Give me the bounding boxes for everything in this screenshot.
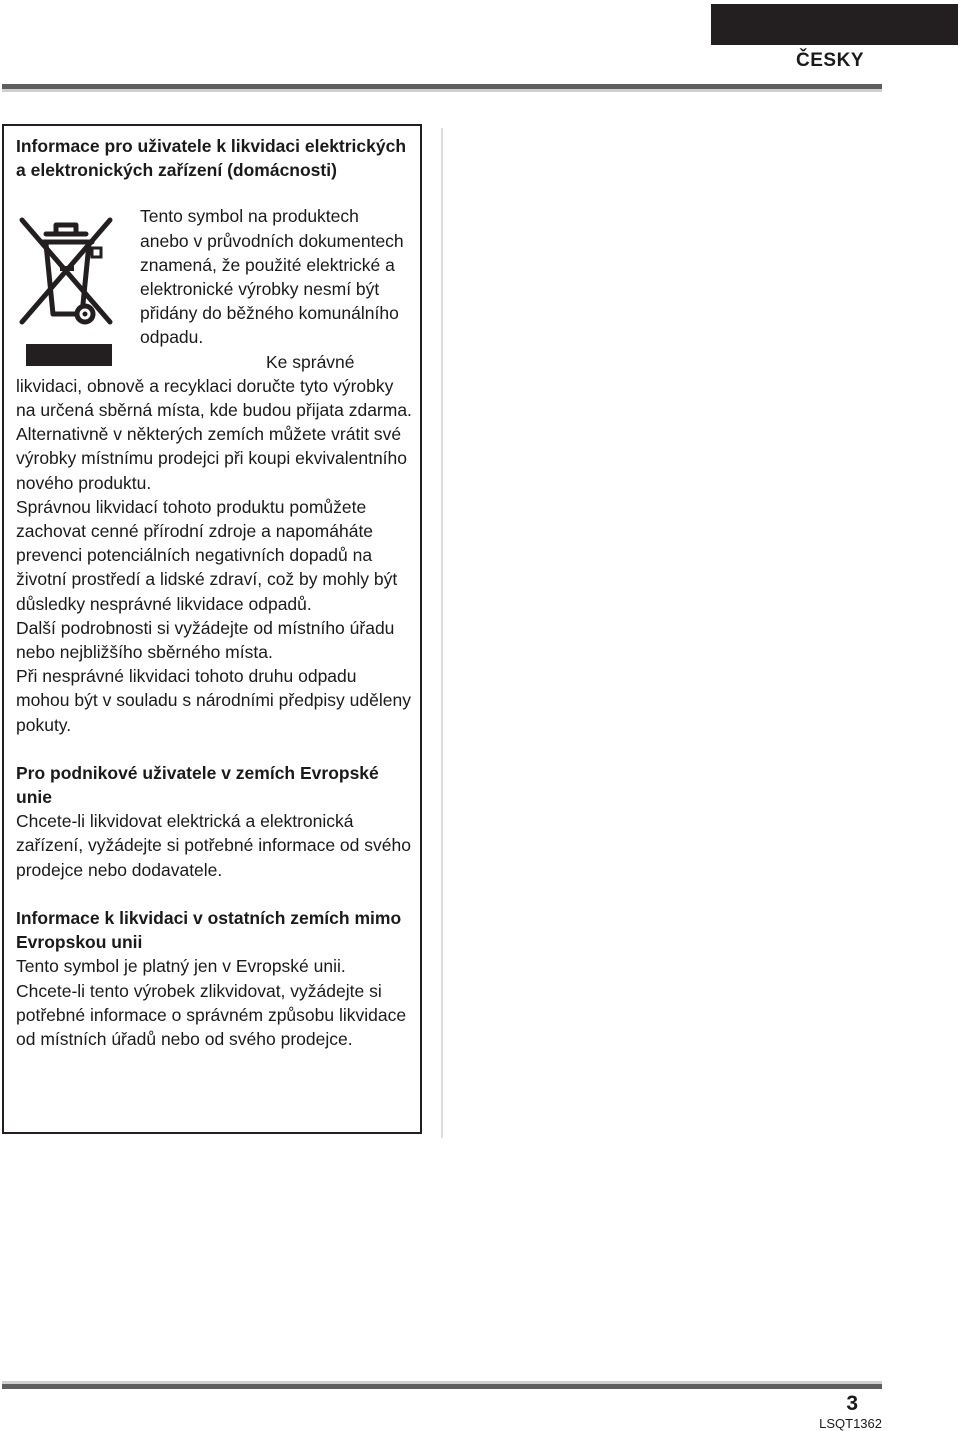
symbol-block xyxy=(16,204,412,422)
disposal-info-content xyxy=(16,134,412,1051)
benefit-paragraph: Správnou likvidací tohoto produktu pomůžete zachovat cenné přírodní zdroje a napomáháte prevenci potenciálních negativních dopadů na životní prostředí a lidské zdraví, což by mohly být důsledky nesprávné likvidace odpadů. xyxy=(16,496,398,614)
document-code: LSQT1362 xyxy=(819,1416,882,1431)
spacer xyxy=(16,737,412,761)
language-label: ČESKY xyxy=(796,50,864,71)
disposal-info-box xyxy=(2,124,422,1134)
other-countries-title: Informace k likvidaci v ostatních zemích mimo Evropskou unii xyxy=(16,907,402,953)
column-divider xyxy=(441,128,443,1138)
other-countries-body-2: Chcete-li tento výrobek zlikvidovat, vyžádejte si potřebné informace o správném způsobu likvidace od místních úřadů nebo od svého prodejce. xyxy=(16,980,407,1049)
page-number: 3 xyxy=(846,1392,858,1415)
symbol-description: Tento symbol na produktech anebo v průvodních dokumentech znamená, že použité elektrické a elektronické výrobky nesmí být přidány do běžného komunálního odpadu. xyxy=(140,206,404,348)
alternative-paragraph: Alternativně v některých zemích můžete vrátit své výrobky místnímu prodejci při koupi ekvivalentního nového produktu. xyxy=(16,424,408,493)
other-countries-body-1: Tento symbol je platný jen v Evropské unii. xyxy=(16,956,346,977)
penalty-paragraph: Při nesprávné likvidaci tohoto druhu odpadu mohou být v souladu s národními předpisy uděleny pokuty. xyxy=(16,666,411,735)
bottom-rule xyxy=(2,1381,882,1389)
spacer xyxy=(16,882,412,906)
household-title: Informace pro uživatele k likvidaci elektrických a elektronických zařízení (domácnosti) xyxy=(16,136,407,181)
business-title: Pro podnikové uživatele v zemích Evropské unie xyxy=(16,762,379,808)
recycle-text: Ke správné likvidaci, obnově a recyklaci doručte tyto výrobky na určená sběrná místa, kde budou přijata zdarma. xyxy=(16,351,412,421)
weee-black-bar xyxy=(26,344,112,366)
crossed-out-bin-icon xyxy=(16,210,116,368)
language-tab xyxy=(711,4,958,45)
business-body: Chcete-li likvidovat elektrická a elektronická zařízení, vyžádejte si potřebné informace od svého prodejce nebo dodavatele. xyxy=(16,811,411,880)
top-rule xyxy=(2,84,882,92)
details-paragraph: Další podrobnosti si vyžádejte od místního úřadu nebo nejbližšího sběrného místa. xyxy=(16,617,395,663)
